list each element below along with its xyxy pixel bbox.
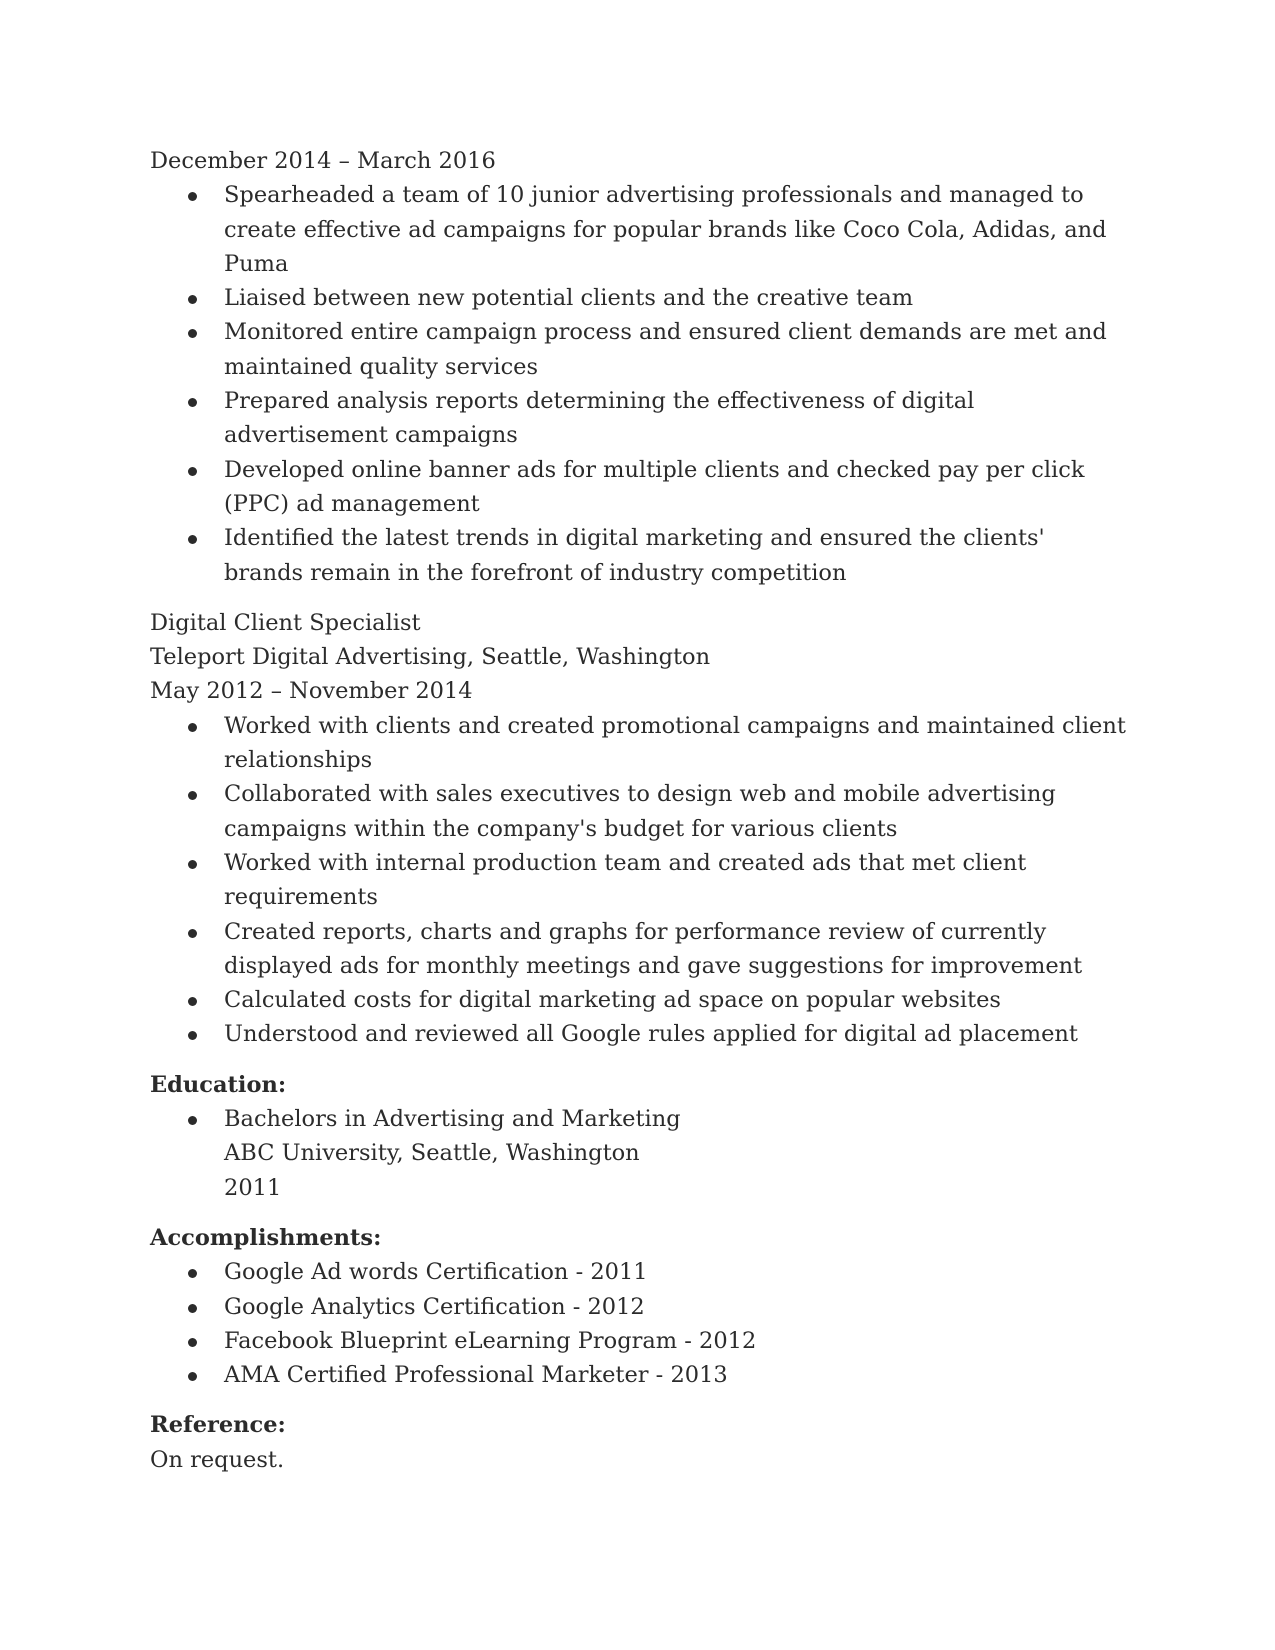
list-item: Facebook Blueprint eLearning Program - 2012 xyxy=(150,1324,1130,1358)
list-item: Understood and reviewed all Google rules applied for digital ad placement xyxy=(150,1017,1130,1051)
list-item xyxy=(150,1102,1130,1205)
list-item: Created reports, charts and graphs for performance review of currently displayed ads for monthly meetings and gave suggestions for improvement xyxy=(150,915,1130,984)
spacer xyxy=(150,1392,1130,1408)
bullet-icon xyxy=(188,398,197,407)
list-item: Google Ad words Certification - 2011 xyxy=(150,1255,1130,1289)
education-year: 2011 xyxy=(224,1174,282,1201)
bullet-icon xyxy=(188,1338,197,1347)
list-item: Monitored entire campaign process and ensured client demands are met and maintained quality services xyxy=(150,315,1130,384)
accomplishments-list xyxy=(150,1255,1130,1392)
education-list xyxy=(150,1102,1130,1205)
list-item: AMA Certified Professional Marketer - 2013 xyxy=(150,1358,1130,1392)
list-item: Collaborated with sales executives to design web and mobile advertising campaigns within the company's budget for various clients xyxy=(150,777,1130,846)
spacer xyxy=(150,1052,1130,1068)
list-item: Identified the latest trends in digital marketing and ensured the clients' brands remain in the forefront of industry competition xyxy=(150,521,1130,590)
bullet-icon xyxy=(188,329,197,338)
spacer xyxy=(150,1205,1130,1221)
job1-duties-list xyxy=(150,178,1130,590)
education-heading: Education: xyxy=(150,1071,287,1098)
accomplishments-heading: Accomplishments: xyxy=(150,1224,382,1251)
job2-dates: May 2012 – November 2014 xyxy=(150,678,473,705)
education-school: ABC University, Seattle, Washington xyxy=(224,1140,640,1167)
bullet-icon xyxy=(188,295,197,304)
job2-title: Digital Client Specialist xyxy=(150,609,421,636)
bullet-icon xyxy=(188,192,197,201)
bullet-icon xyxy=(188,860,197,869)
list-item: Developed online banner ads for multiple clients and checked pay per click (PPC) ad management xyxy=(150,453,1130,522)
reference-heading: Reference: xyxy=(150,1412,286,1439)
list-item: Spearheaded a team of 10 junior advertising professionals and managed to create effective ad campaigns for popular brands like Coco Cola, Adidas, and Puma xyxy=(150,178,1130,281)
job1-dates: December 2014 – March 2016 xyxy=(150,148,496,174)
bullet-icon xyxy=(188,1304,197,1313)
bullet-icon xyxy=(188,1031,197,1040)
reference-text: On request. xyxy=(150,1446,285,1473)
bullet-icon xyxy=(188,997,197,1006)
job2-duties-list xyxy=(150,709,1130,1052)
list-item: Worked with internal production team and created ads that met client requirements xyxy=(150,846,1130,915)
bullet-icon xyxy=(188,723,197,732)
spacer xyxy=(150,590,1130,606)
list-item: Liaised between new potential clients and the creative team xyxy=(150,281,1130,315)
education-degree: Bachelors in Advertising and Marketing xyxy=(224,1106,681,1133)
job2-company: Teleport Digital Advertising, Seattle, Washington xyxy=(150,644,711,671)
list-item: Calculated costs for digital marketing ad space on popular websites xyxy=(150,983,1130,1017)
bullet-icon xyxy=(188,929,197,938)
bullet-icon xyxy=(188,467,197,476)
bullet-icon xyxy=(188,1372,197,1381)
resume-page xyxy=(150,144,1130,1477)
list-item: Worked with clients and created promotional campaigns and maintained client relationships xyxy=(150,709,1130,778)
list-item: Google Analytics Certification - 2012 xyxy=(150,1290,1130,1324)
bullet-icon xyxy=(188,1269,197,1278)
bullet-icon xyxy=(188,1116,197,1125)
bullet-icon xyxy=(188,791,197,800)
bullet-icon xyxy=(188,535,197,544)
list-item: Prepared analysis reports determining the effectiveness of digital advertisement campaigns xyxy=(150,384,1130,453)
